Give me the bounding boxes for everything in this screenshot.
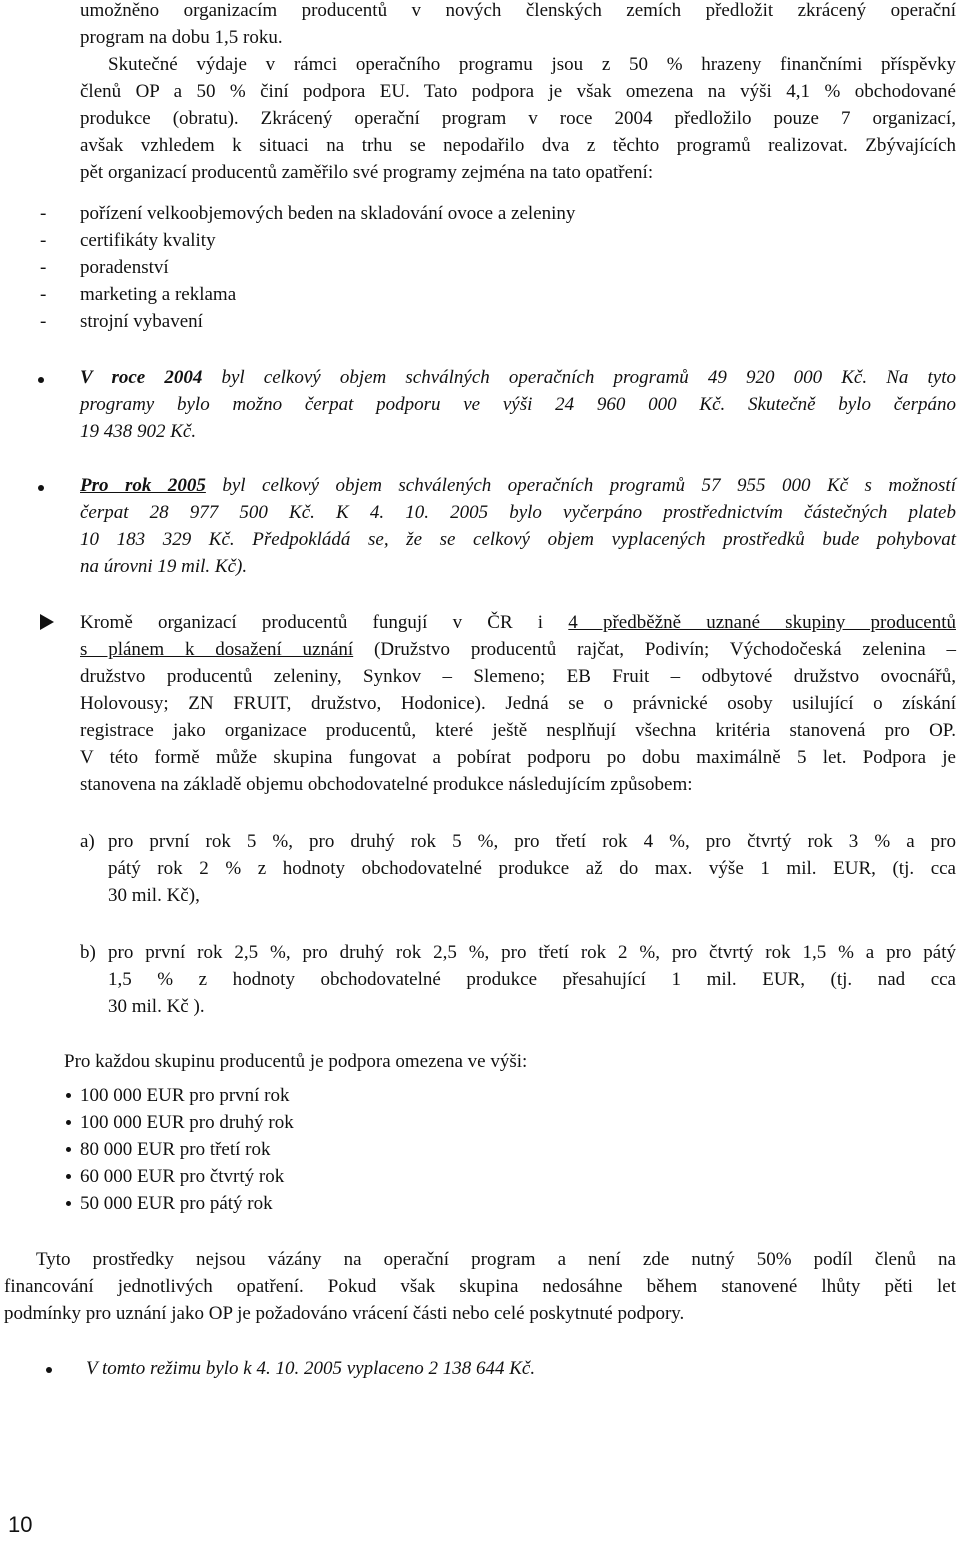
bullet-icon [66, 1147, 71, 1152]
text-line [80, 636, 956, 663]
text-line: pro první rok 5 %, pro druhý rok 5 %, pro třetí rok 4 %, pro čtvrtý rok 3 % a pro [108, 831, 956, 852]
bullet-icon [66, 1093, 71, 1098]
text-line [80, 472, 956, 499]
text-line: 30 mil. Kč ). [108, 996, 205, 1017]
list-item: pořízení velkoobjemových beden na skladování ovoce a zeleniny [80, 203, 576, 224]
text-line: Holovousy; ZN FRUIT, družstvo, Hodonice). Jedná se o právnické osoby usilující o získání [80, 693, 956, 714]
text-line: čerpat 28 977 500 Kč. K 4. 10. 2005 bylo vyčerpáno prostřednictvím částečných plateb [80, 502, 956, 523]
bullet-icon [66, 1174, 71, 1179]
text-line: umožněno organizacím producentů v nových členských zemích předložit zkrácený operační [80, 0, 956, 21]
text-line: pět organizací producentů zaměřilo své programy zejména na tato opatření: [80, 162, 654, 183]
list-item: 50 000 EUR pro pátý rok [80, 1193, 273, 1214]
text-line: pro první rok 2,5 %, pro druhý rok 2,5 %, pro třetí rok 2 %, pro čtvrtý rok 1,5 % a pro pátý [108, 942, 956, 963]
bullet-icon [46, 1367, 52, 1373]
list-item: 100 000 EUR pro první rok [80, 1085, 290, 1106]
text-line: 30 mil. Kč), [108, 885, 200, 906]
text-line: Tyto prostředky nejsou vázány na operační program a není zde nutný 50% podíl členů na [36, 1249, 956, 1270]
list-marker: b) [80, 942, 96, 963]
text-line: 10 183 329 Kč. Předpokládá se, že se celkový objem vyplacených prostředků bude pohybovat [80, 529, 956, 550]
text-line: pátý rok 2 % z hodnoty obchodovatelné produkce až do max. výše 1 mil. EUR, (tj. cca [108, 858, 956, 879]
dash-marker: - [40, 230, 47, 251]
text-line: Pro každou skupinu producentů je podpora omezena ve výši: [64, 1051, 528, 1072]
list-item: certifikáty kvality [80, 230, 216, 251]
list-item: 80 000 EUR pro třetí rok [80, 1139, 271, 1160]
text-line: stanovena na základě objemu obchodovatelné produkce následujícím způsobem: [80, 774, 693, 795]
dash-marker: - [40, 284, 47, 305]
bullet-icon [66, 1201, 71, 1206]
bullet-icon [66, 1120, 71, 1125]
text-line: 1,5 % z hodnoty obchodovatelné produkce přesahující 1 mil. EUR, (tj. nad cca [108, 969, 956, 990]
text-line: V této formě může skupina fungovat a pobírat podporu po dobu maximálně 5 let. Podpora je [80, 747, 956, 768]
text-line [80, 364, 956, 391]
bullet-lead: Pro rok 2005 [80, 475, 206, 496]
arrow-right-icon [40, 614, 54, 630]
text-line: V tomto režimu bylo k 4. 10. 2005 vyplaceno 2 138 644 Kč. [86, 1358, 536, 1379]
list-item: strojní vybavení [80, 311, 203, 332]
bullet-lead: V roce 2004 [80, 367, 203, 388]
dash-marker: - [40, 257, 47, 278]
text-line: programy bylo možno čerpat podporu ve výši 24 960 000 Kč. Skutečně bylo čerpáno [80, 394, 956, 415]
text-line [80, 609, 956, 636]
list-marker: a) [80, 831, 95, 852]
text-span: byl celkový objem schválných operačních programů 49 920 000 Kč. Na tyto [202, 367, 956, 388]
text-line: na úrovni 19 mil. Kč). [80, 556, 248, 577]
text-line: Skutečné výdaje v rámci operačního programu jsou z 50 % hrazeny finančními příspěvky [108, 54, 956, 75]
text-line: družstvo producentů zeleniny, Synkov – Slemeno; EB Fruit – odbytové družstvo ovocnářů, [80, 666, 956, 687]
text-line: program na dobu 1,5 roku. [80, 27, 283, 48]
list-item: poradenství [80, 257, 169, 278]
bullet-icon [38, 377, 44, 383]
text-line: členů OP a 50 % činí podpora EU. Tato podpora je však omezena na výši 4,1 % obchodované [80, 81, 956, 102]
text-span: byl celkový objem schválených operačních programů 57 955 000 Kč s možností [205, 475, 956, 496]
text-line: avšak vzhledem k situaci na trhu se nepodařilo dva z těchto programů realizovat. Zbývajících [80, 135, 956, 156]
dash-marker: - [40, 311, 47, 332]
dash-marker: - [40, 203, 47, 224]
text-line: financování jednotlivých opatření. Pokud však skupina nedosáhne během stanovené lhůty pěti let [4, 1276, 956, 1297]
text-line: 19 438 902 Kč. [80, 421, 197, 442]
underlined-text: 4 předběžně uznané skupiny producentů [568, 612, 957, 633]
text-line: produkce (obratu). Zkrácený operační program v roce 2004 předložilo pouze 7 organizací, [80, 108, 956, 129]
text-line: podmínky pro uznání jako OP je požadováno vrácení části nebo celé poskytnuté podpory. [4, 1303, 685, 1324]
text-span: (Družstvo producentů rajčat, Podivín; Východočeská zelenina – [353, 639, 956, 660]
list-item: 100 000 EUR pro druhý rok [80, 1112, 294, 1133]
underlined-text: s plánem k dosažení uznání [80, 639, 354, 660]
list-item: marketing a reklama [80, 284, 237, 305]
text-span: Kromě organizací producentů fungují v ČR i [80, 612, 569, 633]
text-line: registrace jako organizace producentů, které ještě nesplňují všechna kritéria stanovená pro OP. [80, 720, 956, 741]
list-item: 60 000 EUR pro čtvrtý rok [80, 1166, 285, 1187]
page-number: 10 [8, 1512, 33, 1537]
bullet-icon [38, 485, 44, 491]
